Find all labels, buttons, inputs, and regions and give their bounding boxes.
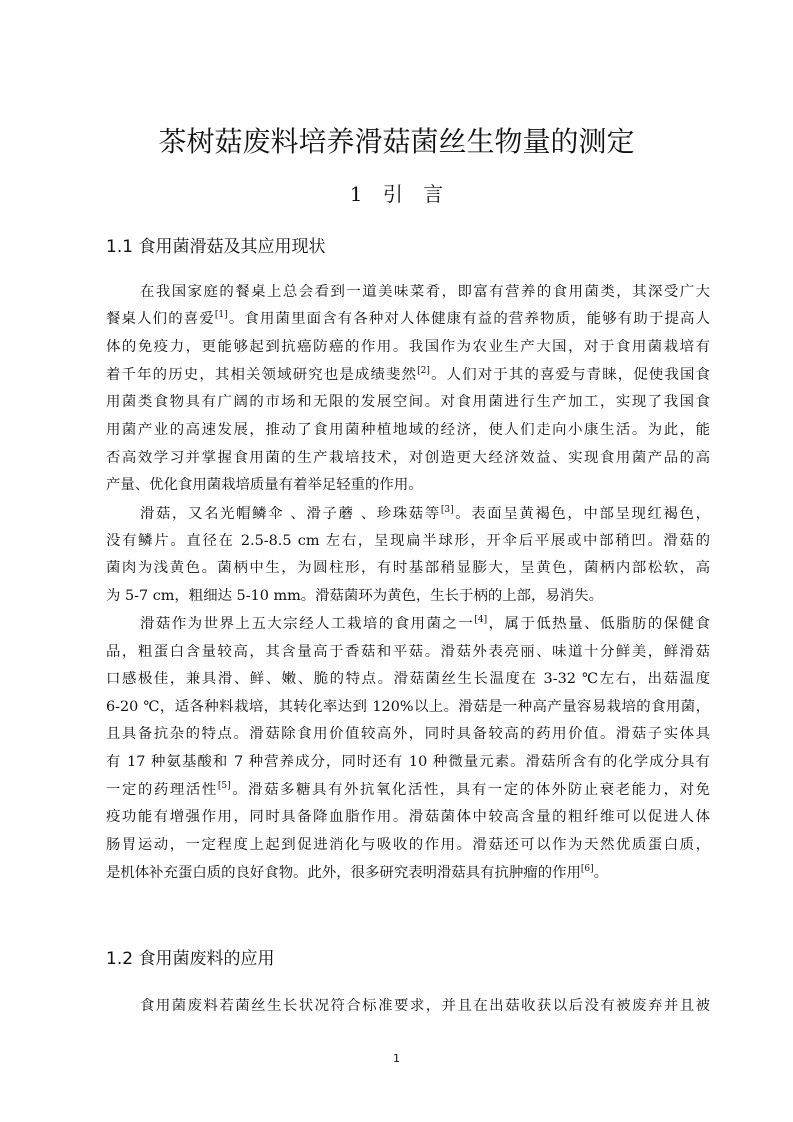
paragraph-line: 否高效学习并掌握食用菌的生产栽培技术，对创造更大经济效益、实现食用菌产品的高 bbox=[106, 450, 710, 466]
citation: [3] bbox=[440, 505, 454, 516]
paragraph-line: 用菌产业的高速发展，推动了食用菌种植地域的经济，使人们走向小康生活。为此，能 bbox=[106, 422, 710, 438]
citation: [6] bbox=[580, 864, 594, 875]
paragraph-line: 6-20 ℃，适各种料栽培，其转化率达到 120%以上。滑菇是一种高产量容易栽培的食用菌， bbox=[106, 699, 710, 715]
paragraph-line: 在我国家庭的餐桌上总会看到一道美味菜肴，即富有营养的食用菌类，其深受广大 bbox=[140, 284, 710, 300]
section-heading-1-1: 1.1 食用菌滑菇及其应用现状 bbox=[106, 237, 326, 257]
paragraph-line: 滑菇作为世界上五大宗经人工栽培的食用菌之一[4]，属于低热量、低脂肪的保健食 bbox=[140, 615, 710, 632]
chapter-heading: 1 引 言 bbox=[349, 182, 444, 206]
paragraph-line: 有 17 种氨基酸和 7 种营养成分，同时还有 10 种微量元素。滑菇所含有的化学成分具有 bbox=[106, 754, 710, 770]
paragraph-line: 为 5-7 cm，粗细达 5-10 mm。滑菇菌环为黄色，生长于柄的上部，易消失。 bbox=[106, 588, 603, 604]
paragraph-line: 肠胃运动，一定程度上起到促进消化与吸收的作用。滑菇还可以作为天然优质蛋白质， bbox=[106, 837, 710, 853]
citation: [1] bbox=[214, 310, 228, 321]
paragraph-line: 品，粗蛋白含量较高，其含量高于香菇和平菇。滑菇外表亮丽、味道十分鲜美，鲜滑菇 bbox=[106, 644, 710, 660]
citation: [4] bbox=[474, 615, 488, 626]
paragraph-line: 着千年的历史，其相关领域研究也是成绩斐然[2]。人们对于其的喜爱与青睐，促使我国食 bbox=[106, 366, 710, 383]
paragraph-line: 食用菌废料若菌丝生长状况符合标准要求，并且在出菇收获以后没有被废弃并且被 bbox=[140, 998, 710, 1014]
paragraph-line: 疫功能有增强作用，同时具备降血脂作用。滑菇菌体中较高含量的粗纤维可以促进人体 bbox=[106, 809, 710, 825]
citation: [5] bbox=[217, 781, 231, 792]
paragraph-line: 滑菇，又名光帽鳞伞 、滑子蘑 、珍珠菇等[3]。表面呈黄褐色，中部呈现红褐色， bbox=[140, 505, 710, 522]
paragraph-line: 餐桌人们的喜爱[1]。食用菌里面含有各种对人体健康有益的营养物质，能够有助于提高人 bbox=[106, 310, 710, 327]
citation: [2] bbox=[417, 366, 430, 377]
paragraph-line: 没有鳞片。直径在 2.5-8.5 cm 左右，呈现扁半球形，开伞后平展或中部稍凹。滑菇的 bbox=[106, 533, 710, 549]
paragraph-line: 体的免疫力，更能够起到抗癌防癌的作用。我国作为农业生产大国，对于食用菌栽培有 bbox=[106, 339, 710, 355]
page-title: 茶树菇废料培养滑菇菌丝生物量的测定 bbox=[158, 125, 635, 158]
paragraph-line: 用菌类食物具有广阔的市场和无限的发展空间。对食用菌进行生产加工，实现了我国食 bbox=[106, 394, 710, 410]
section-heading-1-2: 1.2 食用菌废料的应用 bbox=[106, 949, 275, 969]
paragraph-line: 且具备抗杂的特点。滑菇除食用价值较高外，同时具备较高的药用价值。滑菇子实体具 bbox=[106, 726, 710, 742]
paragraph-line: 菌肉为浅黄色。菌柄中生，为圆柱形，有时基部稍显膨大，呈黄色，菌柄内部松软，高 bbox=[106, 560, 710, 576]
paragraph-line: 是机体补充蛋白质的良好食物。此外，很多研究表明滑菇具有抗肿瘤的作用[6]。 bbox=[106, 864, 609, 881]
paragraph-line: 口感极佳，兼具滑、鲜、嫩、脆的特点。滑菇菌丝生长温度在 3-32 ℃左右，出菇温度 bbox=[106, 671, 710, 687]
paragraph-line: 一定的药理活性[5]。滑菇多糖具有外抗氧化活性，具有一定的体外防止衰老能力，对免 bbox=[106, 781, 710, 798]
page-number: 1 bbox=[393, 1052, 400, 1065]
paragraph-line: 产量、优化食用菌栽培质量有着举足轻重的作用。 bbox=[106, 477, 423, 493]
